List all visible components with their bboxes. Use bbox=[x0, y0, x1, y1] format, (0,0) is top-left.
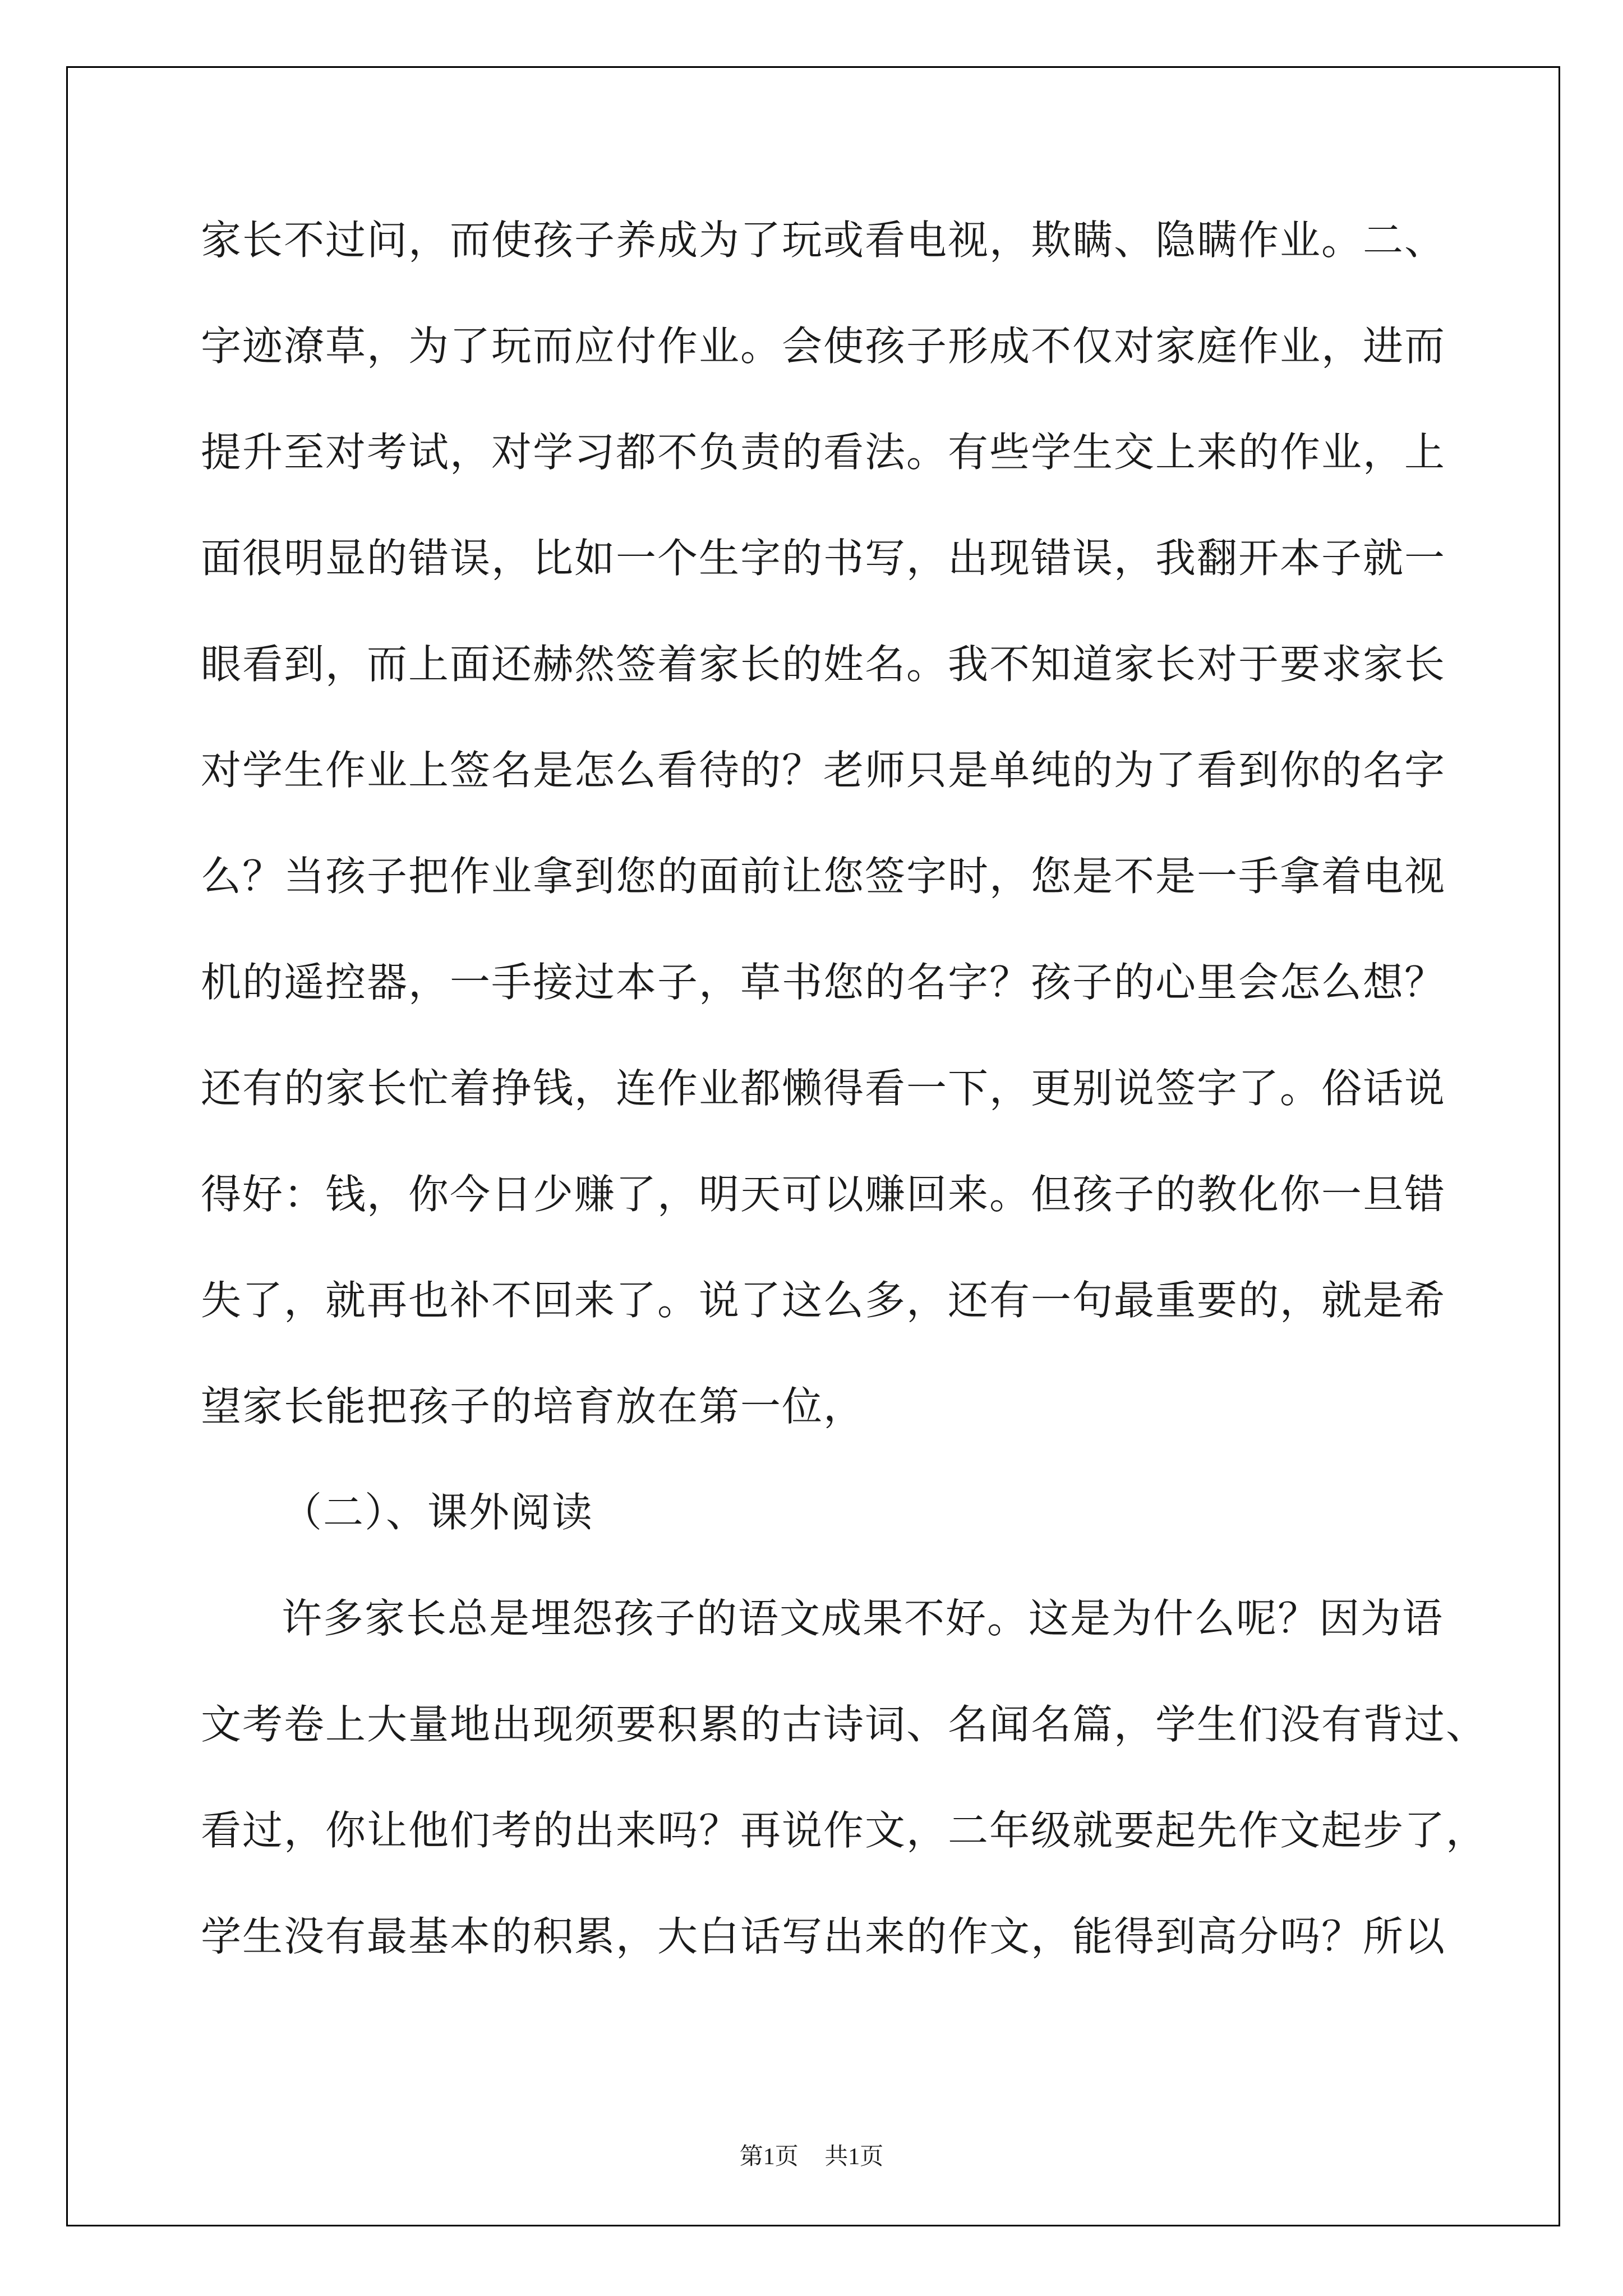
paragraph-line: 学生没有最基本的积累，大白话写出来的作文，能得到高分吗？所以 bbox=[201, 1913, 1446, 1960]
page-total: 共1页 bbox=[824, 2144, 884, 2170]
paragraph-line: 得好：钱，你今日少赚了，明天可以赚回来。但孩子的教化你一旦错 bbox=[201, 1171, 1446, 1218]
page-number: 第1页 bbox=[739, 2144, 799, 2170]
paragraph-line: 面很明显的错误，比如一个生字的书写，出现错误，我翻开本子就一 bbox=[201, 535, 1446, 582]
section-heading: （二）、课外阅读 bbox=[282, 1489, 594, 1536]
paragraph-line: 看过，你让他们考的出来吗？再说作文，二年级就要起先作文起步了， bbox=[201, 1807, 1488, 1854]
page-border bbox=[66, 66, 1560, 2226]
paragraph-line: 家长不过问，而使孩子养成为了玩或看电视，欺瞒、隐瞒作业。二、 bbox=[201, 217, 1446, 264]
paragraph-line: 望家长能把孩子的培育放在第一位， bbox=[201, 1383, 865, 1430]
paragraph-line: 还有的家长忙着挣钱，连作业都懒得看一下，更别说签字了。俗话说 bbox=[201, 1065, 1446, 1112]
paragraph-line: 失了，就再也补不回来了。说了这么多，还有一句最重要的，就是希 bbox=[201, 1277, 1446, 1324]
paragraph-line: 文考卷上大量地出现须要积累的古诗词、名闻名篇，学生们没有背过、 bbox=[201, 1701, 1488, 1748]
paragraph-line: 提升至对考试，对学习都不负责的看法。有些学生交上来的作业，上 bbox=[201, 429, 1446, 476]
paragraph-line: 机的遥控器，一手接过本子，草书您的名字？孩子的心里会怎么想？ bbox=[201, 959, 1446, 1006]
page-footer bbox=[0, 2140, 1623, 2174]
paragraph-line: 对学生作业上签名是怎么看待的？老师只是单纯的为了看到你的名字 bbox=[201, 747, 1446, 794]
paragraph-line: 许多家长总是埋怨孩子的语文成果不好。这是为什么呢？因为语 bbox=[282, 1595, 1444, 1642]
paragraph-line: 么？当孩子把作业拿到您的面前让您签字时，您是不是一手拿着电视 bbox=[201, 853, 1446, 900]
paragraph-line: 字迹潦草，为了玩而应付作业。会使孩子形成不仅对家庭作业，进而 bbox=[201, 323, 1446, 370]
paragraph-line: 眼看到，而上面还赫然签着家长的姓名。我不知道家长对于要求家长 bbox=[201, 641, 1446, 688]
